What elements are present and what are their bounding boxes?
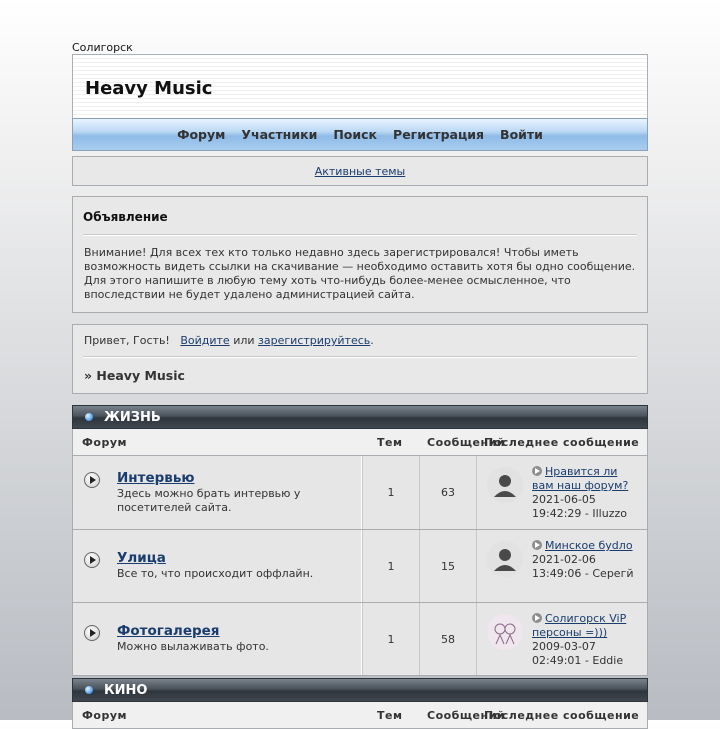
last-post-date: 2021-06-05 [532, 493, 596, 506]
posts-count: 58 [419, 603, 477, 675]
last-post-info [532, 539, 641, 581]
category-life [72, 405, 648, 676]
nav-members[interactable]: Участники [241, 127, 318, 142]
posts-count: 63 [419, 456, 477, 529]
last-post-info [532, 612, 641, 668]
play-circle-icon [84, 625, 100, 641]
or-text: или [233, 334, 255, 347]
column-headers [72, 702, 648, 729]
announcement-title: Объявление [83, 210, 168, 224]
column-headers [72, 429, 648, 456]
login-link[interactable]: Войдите [180, 334, 230, 347]
topics-count: 1 [362, 456, 420, 529]
forum-row [72, 530, 648, 603]
topics-count: 1 [362, 603, 420, 675]
nav-register[interactable]: Регистрация [393, 127, 485, 142]
forum-link[interactable]: Фотогалерея [117, 623, 220, 639]
last-post-cell [476, 530, 647, 602]
topics-count: 1 [362, 530, 420, 602]
register-link[interactable]: зарегистрируйтесь [258, 334, 371, 347]
col-last-post: Последнее сообщение [484, 436, 640, 449]
forum-cell [73, 603, 362, 675]
user-silhouette-icon[interactable] [487, 467, 523, 503]
last-post-cell [476, 456, 647, 529]
site-header [72, 54, 648, 119]
greeting-text: Привет, Гость! [84, 334, 170, 347]
last-post-link[interactable]: Солигорск ViP персоны =))) [532, 612, 627, 639]
announcement-text: Внимание! Для всех тех кто только недавно здесь зарегистрировался! Чтобы иметь возможность видеть ссылки на скачивание — необходимо оставить хотя бы одно сообщение. Для этого напишите в любую тему хоть что-нибудь более-менее осмысленное, что впоследствии не будет удалено администрацией сайта. [84, 246, 636, 301]
posts-count: 15 [419, 530, 477, 602]
welcome-line [84, 334, 374, 347]
category-title: КИНО [104, 682, 148, 698]
last-post-link[interactable]: Нравится ли вам наш форум? [532, 465, 629, 492]
main-navbar [72, 118, 648, 151]
blue-orb-icon [85, 413, 93, 421]
category-title: ЖИЗНЬ [104, 409, 161, 425]
col-posts: Сообщений [427, 709, 506, 722]
col-posts: Сообщений [427, 436, 506, 449]
col-forum: Форум [82, 709, 128, 722]
forum-row [72, 456, 648, 530]
breadcrumb: » Heavy Music [84, 368, 185, 383]
forum-row [72, 603, 648, 676]
col-forum: Форум [82, 436, 128, 449]
announcement-box [72, 196, 648, 313]
last-post-date: 2009-03-07 [532, 640, 596, 653]
forum-description: Можно вылаживать фото. [117, 640, 269, 653]
col-last-post: Последнее сообщение [484, 709, 640, 722]
nav-login[interactable]: Войти [500, 127, 543, 142]
play-circle-icon [84, 472, 100, 488]
welcome-box [72, 324, 648, 394]
last-post-time-author: 02:49:01 - Eddie [532, 654, 624, 667]
divider [83, 356, 637, 358]
category-header[interactable] [72, 405, 648, 429]
last-post-time-author: 19:42:29 - Illuzzo [532, 507, 627, 520]
divider [83, 234, 637, 236]
blue-orb-icon [85, 686, 93, 694]
forum-link[interactable]: Улица [117, 550, 166, 566]
last-post-date: 2021-02-06 [532, 553, 596, 566]
user-silhouette-icon[interactable] [487, 541, 523, 577]
active-topics-bar [72, 156, 648, 186]
col-topics: Тем [377, 436, 403, 449]
category-header[interactable] [72, 678, 648, 702]
last-post-cell [476, 603, 647, 675]
nav-search[interactable]: Поиск [333, 127, 378, 142]
forum-description: Здесь можно брать интервью у посетителей сайта. [117, 487, 301, 514]
dot-text: . [370, 334, 374, 347]
col-topics: Тем [377, 709, 403, 722]
category-cinema [72, 678, 648, 729]
forum-description: Все то, что происходит оффлайн. [117, 567, 314, 580]
forum-link[interactable]: Интервью [117, 470, 195, 486]
sketch-avatar-icon[interactable] [487, 614, 523, 650]
arrow-right-circle-icon[interactable] [532, 466, 542, 476]
last-post-info [532, 465, 641, 521]
play-circle-icon [84, 552, 100, 568]
arrow-right-circle-icon[interactable] [532, 540, 542, 550]
last-post-link[interactable]: Минское бydло [545, 539, 633, 552]
nav-forum[interactable]: Форум [177, 127, 226, 142]
arrow-right-circle-icon[interactable] [532, 613, 542, 623]
active-topics-link[interactable]: Активные темы [314, 164, 406, 178]
site-title: Heavy Music [85, 78, 213, 99]
forum-cell [73, 456, 362, 529]
forum-cell [73, 530, 362, 602]
site-city: Солигорск [72, 41, 133, 54]
last-post-time-author: 13:49:06 - Серегй [532, 567, 634, 580]
